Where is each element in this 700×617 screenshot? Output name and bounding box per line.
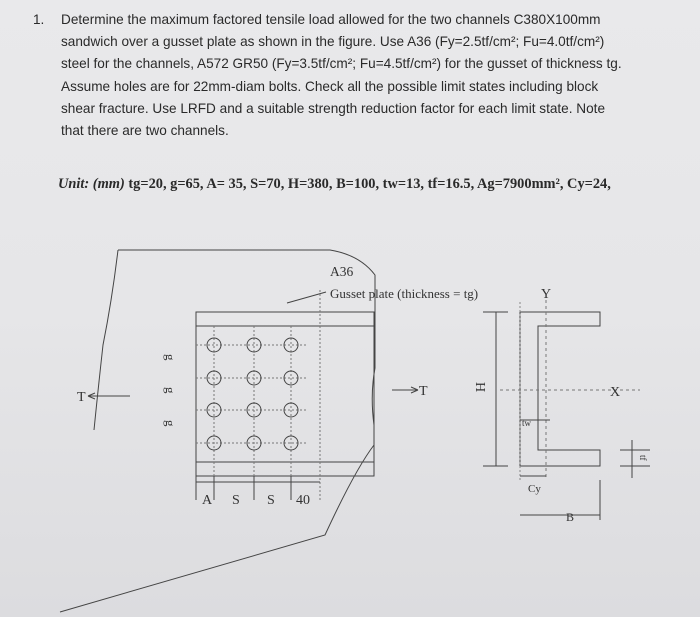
channel-section (520, 312, 600, 466)
question-line: steel for the channels, A572 GR50 (Fy=3.5tf/cm²; Fu=4.5tf/cm²) for the gusset of thickness tg. (61, 56, 622, 72)
unit-label: Unit: (mm) (58, 176, 125, 192)
gauge-label: g (163, 387, 178, 394)
gusset-label: Gusset plate (thickness = tg) (330, 286, 479, 301)
question-line: Assume holes are for 22mm-diam bolts. Check all the possible limit states including block (61, 78, 599, 94)
axis-y-label: Y (541, 287, 552, 302)
axis-x-label: X (610, 385, 621, 400)
dim-40-label: 40 (296, 493, 310, 508)
tension-right-label: T (419, 384, 428, 399)
web-thickness-label: tw (522, 418, 531, 428)
cy-label: Cy (528, 483, 541, 495)
tf-label: tf (638, 455, 648, 461)
b-label: B (566, 510, 575, 524)
dim-s1-label: S (232, 493, 240, 508)
tension-left-label: T (77, 390, 86, 405)
height-label: H (472, 382, 487, 393)
material-label: A36 (330, 264, 354, 279)
bolt-pattern (207, 338, 298, 450)
channel-plate (196, 312, 374, 476)
question-line: shear fracture. Use LRFD and a suitable strength reduction factor for each limit state. Note (61, 100, 606, 116)
question-line: that there are two channels. (61, 123, 229, 139)
unit-values: tg=20, g=65, A= 35, S=70, H=380, B=100, tw=13, tf=16.5, Ag=7900mm², Cy=24, (128, 176, 611, 192)
dim-s2-label: S (267, 493, 275, 508)
gusset-plate-outline (60, 250, 375, 612)
question-line: Determine the maximum factored tensile load allowed for the two channels C380X100mm (61, 12, 601, 27)
question-line: sandwich over a gusset plate as shown in the figure. Use A36 (Fy=2.5tf/cm²; Fu=4.0tf/cm²) (61, 34, 605, 50)
question-number: 1. (33, 12, 45, 27)
gauge-label: g (163, 420, 178, 427)
gauge-label: g (163, 354, 178, 361)
dim-a-label: A (202, 493, 213, 508)
